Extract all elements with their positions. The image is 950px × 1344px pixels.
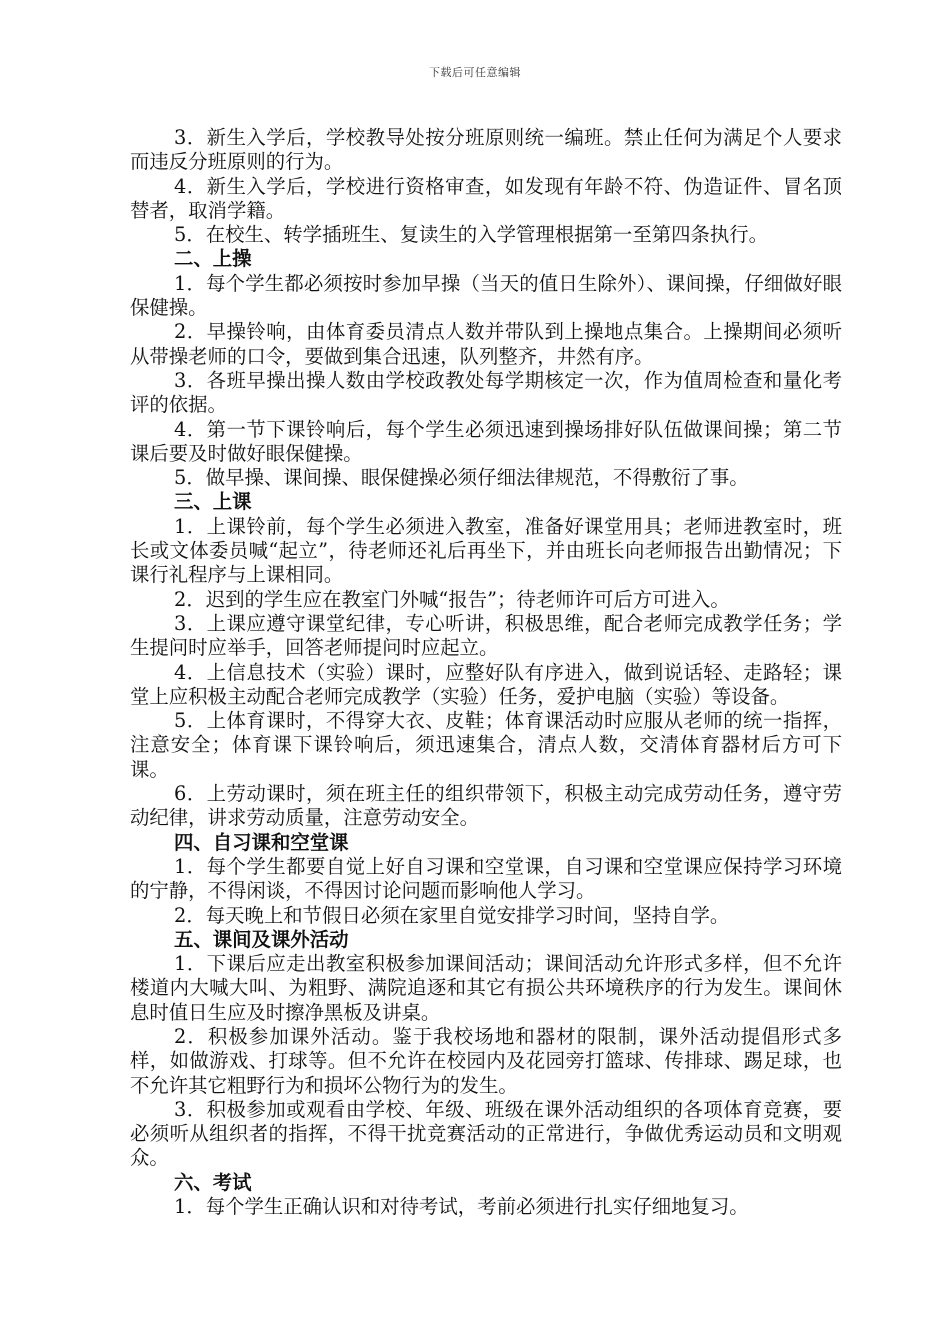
section-heading: 四、自习课和空堂课 [174,830,349,854]
paragraph: 5．在校生、转学插班生、复读生的入学管理根据第一至第四条执行。 [174,223,769,247]
paragraph: 6．上劳动课时，须在班主任的组织带领下，积极主动完成劳动任务，遵守劳动纪律，讲求劳动质量，注意劳动安全。 [130,782,842,830]
paragraph: 2．每天晚上和节假日必须在家里自觉安排学习时间，坚持自学。 [174,903,730,927]
section-heading: 三、上课 [174,490,252,514]
paragraph: 1．上课铃前，每个学生必须进入教室，准备好课堂用具；老师进教室时，班长或文体委员喊“起立”，待老师还礼后再坐下，并由班长向老师报告出勤情况；下课行礼程序与上课相同。 [130,514,842,587]
paragraph: 2．迟到的学生应在教室门外喊“报告”；待老师许可后方可进入。 [174,587,730,611]
paragraph: 1．每个学生都必须按时参加早操（当天的值日生除外）、课间操，仔细做好眼保健操。 [130,271,842,320]
paragraph: 2．积极参加课外活动。鉴于我校场地和器材的限制，课外活动提倡形式多样，如做游戏、打球等。但不允许在校园内及花园旁打篮球、传排球、踢足球，也不允许其它粗野行为和损坏公物行为的发生。 [130,1024,842,1097]
paragraph: 5．上体育课时，不得穿大衣、皮鞋；体育课活动时应服从老师的统一指挥，注意安全；体育课下课铃响后，须迅速集合，清点人数，交清体育器材后方可下课。 [130,709,842,781]
paragraph: 3．新生入学后，学校教导处按分班原则统一编班。禁止任何为满足个人要求而违反分班原则的行为。 [130,126,842,174]
paragraph: 3．各班早操出操人数由学校政教处每学期核定一次，作为值周检查和量化考评的依据。 [130,368,842,417]
section-heading: 五、课间及课外活动 [174,927,349,951]
paragraph: 5．做早操、课间操、眼保健操必须仔细法律规范，不得敷衍了事。 [174,466,749,490]
paragraph: 1．下课后应走出教室积极参加课间活动；课间活动允许形式多样，但不允许楼道内大喊大叫、为粗野、满院追逐和其它有损公共环境秩序的行为发生。课间休息时值日生应及时擦净黑板及讲桌。 [130,952,842,1024]
paragraph: 4．第一节下课铃响后，每个学生必须迅速到操场排好队伍做课间操；第二节课后要及时做好眼保健操。 [130,417,842,465]
paragraph: 4．新生入学后，学校进行资格审查，如发现有年龄不符、伪造证件、冒名顶替者，取消学籍。 [130,174,842,222]
paragraph: 1．每个学生正确认识和对待考试，考前必须进行扎实仔细地复习。 [174,1195,749,1219]
section-heading: 二、上操 [174,247,252,271]
section-heading: 六、考试 [174,1170,252,1194]
page-header: 下载后可任意编辑 [429,66,521,79]
paragraph: 3．积极参加或观看由学校、年级、班级在课外活动组织的各项体育竞赛，要必须听从组织者的指挥，不得干扰竞赛活动的正常进行，争做优秀运动员和文明观众。 [130,1097,842,1170]
paragraph: 1．每个学生都要自觉上好自习课和空堂课，自习课和空堂课应保持学习环境的宁静，不得闲谈，不得因讨论问题而影响他人学习。 [130,854,842,903]
document-body [130,126,842,1219]
paragraph: 2．早操铃响，由体育委员清点人数并带队到上操地点集合。上操期间必须听从带操老师的口令，要做到集合迅速，队列整齐，井然有序。 [130,320,842,368]
paragraph: 3．上课应遵守课堂纪律，专心听讲，积极思维，配合老师完成教学任务；学生提问时应举手，回答老师提问时应起立。 [130,611,842,660]
paragraph: 4．上信息技术（实验）课时，应整好队有序进入，做到说话轻、走路轻；课堂上应积极主动配合老师完成教学（实验）任务，爱护电脑（实验）等设备。 [130,660,842,708]
